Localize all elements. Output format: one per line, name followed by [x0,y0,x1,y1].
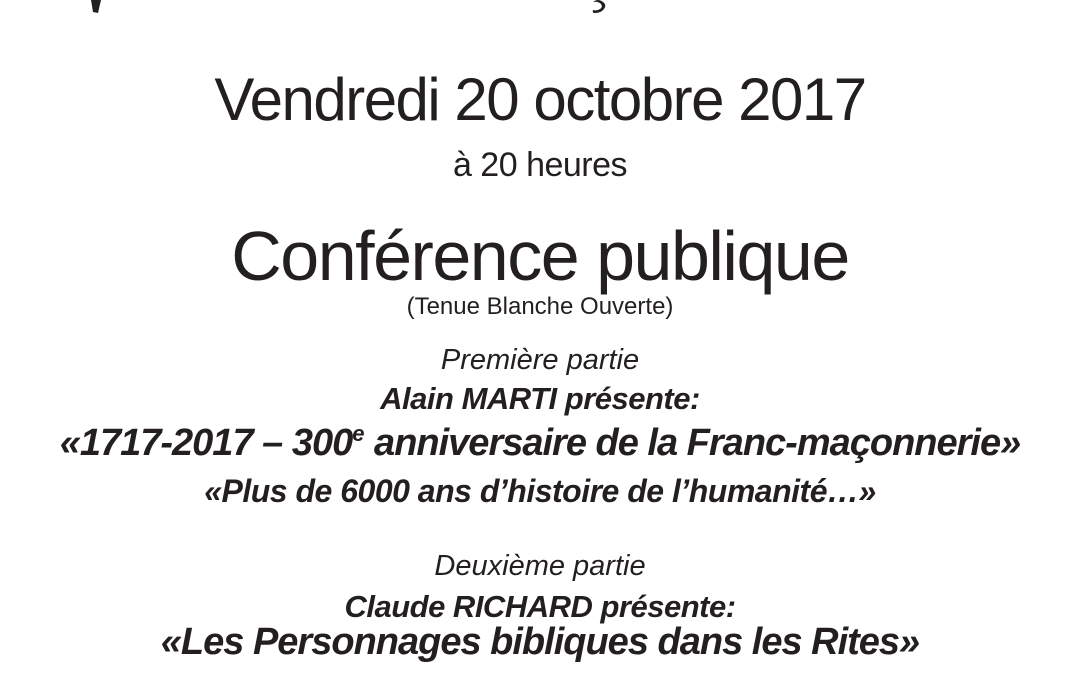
part1-talk-title-suffix: anniversaire de la Franc-maçonnerie» [364,422,1021,464]
event-subtitle: (Tenue Blanche Ouverte) [406,293,674,320]
event-title: Conférence publique [231,217,849,295]
cropped-cedilla-descender-icon [592,0,608,15]
cropped-text-descender-icon [88,0,102,14]
event-date: Vendredi 20 octobre 2017 [214,66,866,133]
part1-talk-title-prefix: «1717-2017 – 300 [59,422,353,464]
part1-presenter: Alain MARTI présente: [380,381,700,416]
part2-talk-title: «Les Personnages bibliques dans les Rites» [160,621,920,663]
part2-presenter: Claude RICHARD présente: [344,589,736,624]
part1-heading: Première partie [440,344,640,376]
event-time: à 20 heures [452,146,628,184]
part1-talk-title-ordinal: e [352,421,365,446]
part2-heading: Deuxième partie [434,550,646,582]
part1-talk-subtitle: «Plus de 6000 ans d’histoire de l’humanité…» [204,473,876,509]
part1-talk-title [0,423,1080,462]
